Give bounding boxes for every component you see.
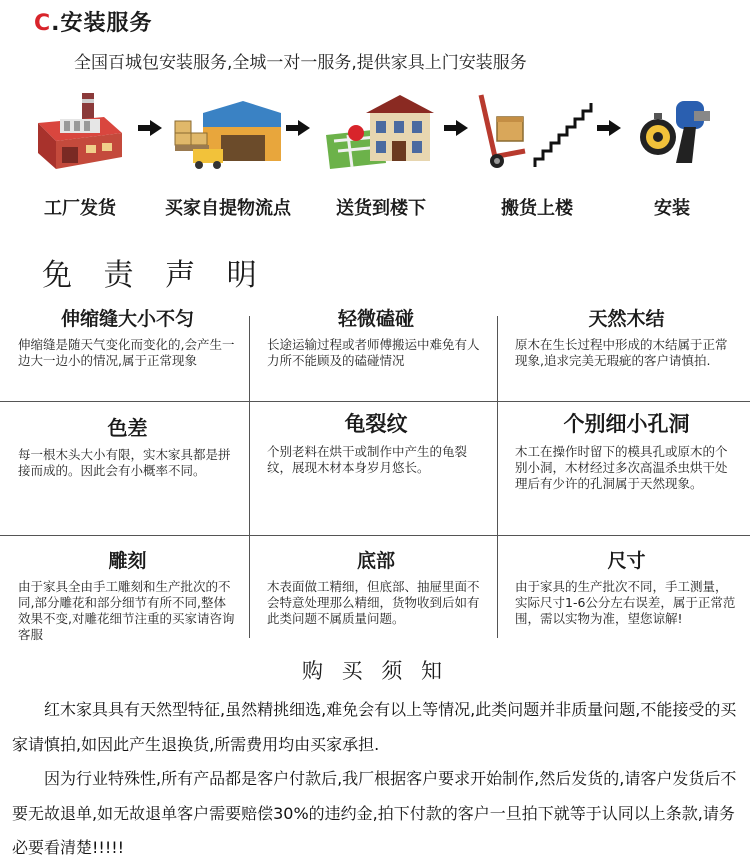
flow-step-label: 工厂发货 <box>44 198 116 219</box>
disclaimer-item-title: 个别细小孔洞 <box>563 412 690 436</box>
disclaimer-grid <box>0 298 750 642</box>
notice-body <box>12 693 742 856</box>
disclaimer-item <box>0 546 249 643</box>
disclaimer-item-body: 每一根木头大小有限，实木家具都是拼接而成的。因此会有小概率不同。 <box>18 447 231 478</box>
flow-step-label: 买家自提物流点 <box>165 198 291 219</box>
disclaimer-item-title: 尺寸 <box>607 550 646 572</box>
notice-paragraph: 红木家具具有天然型特征,虽然精挑细选,难免会有以上等情况,此类问题并非质量问题,不能接受的买家请慎拍,如因此产生退换货,所需费用均由买家承担. <box>12 700 737 754</box>
flow-step-label: 搬货上楼 <box>501 198 573 219</box>
section-title <box>34 6 153 37</box>
flow-step-label: 送货到楼下 <box>336 198 426 219</box>
disclaimer-item-body: 木工在操作时留下的模具孔或原木的个别小洞，木材经过多次高温杀虫烘干处理后有少许的孔洞属于天然现象。 <box>515 444 728 491</box>
disclaimer-item-body: 个别老料在烘干或制作中产生的龟裂纹，展现木材本身岁月悠长。 <box>267 444 468 475</box>
disclaimer-item-title: 色差 <box>107 416 148 440</box>
hand-truck-stairs-icon <box>477 91 597 171</box>
delivery-map-icon <box>326 91 436 171</box>
flow-step-factory <box>10 90 150 220</box>
service-subtitle: 全国百城包安装服务,全城一对一服务,提供家具上门安装服务 <box>74 53 527 73</box>
flow-step-install <box>602 90 742 220</box>
installation-flow <box>0 90 750 230</box>
notice-paragraph: 因为行业特殊性,所有产品都是客户付款后,我厂根据客户要求开始制作,然后发货的,请客户发货后不要无故退单,如无故退单客户需要赔偿30%的违约金,拍下付款的客户一旦拍下就等于认同以上条款,请务必要看清楚!!!!! <box>12 769 737 856</box>
flow-step-carry-upstairs <box>467 90 607 220</box>
disclaimer-item <box>497 546 750 627</box>
disclaimer-item <box>0 412 249 479</box>
disclaimer-item-body: 由于家具全由手工雕刻和生产批次的不同,部分雕花和部分细节有所不同,整体效果不变,对雕花细节注重的买家请咨询客服 <box>18 579 235 642</box>
disclaimer-item <box>0 304 249 369</box>
disclaimer-item-body: 由于家具的生产批次不同，手工测量，实际尺寸1-6公分左右误差，属于正常范围，需以实物为准，望您谅解! <box>515 579 736 626</box>
disclaimer-item <box>249 546 497 627</box>
arrow-right-icon <box>444 120 468 140</box>
disclaimer-item-body: 木表面做工精细，但底部、抽屉里面不会特意处理那么精细，货物收到后如有此类问题不属质量问题。 <box>267 579 480 626</box>
disclaimer-item <box>497 304 750 369</box>
flow-step-delivery <box>311 90 451 220</box>
disclaimer-item-body: 原木在生长过程中形成的木结属于正常现象,追求完美无瑕疵的客户请慎拍. <box>515 337 728 368</box>
disclaimer-item-title: 底部 <box>356 550 395 572</box>
disclaimer-item-title: 轻微磕碰 <box>337 308 414 330</box>
disclaimer-item-body: 伸缩缝是随天气变化而变化的,会产生一边大一边小的情况,属于正常现象 <box>18 337 235 368</box>
disclaimer-item <box>497 408 750 492</box>
factory-icon <box>30 91 130 171</box>
disclaimer-item-title: 天然木结 <box>588 308 665 330</box>
disclaimer-item <box>249 408 497 476</box>
disclaimer-item-title: 雕刻 <box>108 550 147 572</box>
flow-step-warehouse <box>158 90 298 220</box>
warehouse-icon <box>173 91 283 171</box>
flow-step-label: 安装 <box>654 198 690 219</box>
section-letter: C <box>34 11 52 36</box>
power-drill-icon <box>632 91 712 171</box>
grid-divider <box>0 535 750 536</box>
section-title-text: .安装服务 <box>51 11 153 36</box>
arrow-right-icon <box>286 120 310 140</box>
disclaimer-title: 免 责 声 明 <box>42 258 268 293</box>
disclaimer-item-title: 伸缩缝大小不匀 <box>60 308 194 330</box>
disclaimer-item-title: 龟裂纹 <box>344 412 408 436</box>
disclaimer-item <box>249 304 497 369</box>
notice-title: 购 买 须 知 <box>301 659 449 683</box>
grid-divider <box>0 401 750 402</box>
disclaimer-item-body: 长途运输过程或者师傅搬运中难免有人力所不能顾及的磕碰情况 <box>267 337 480 368</box>
